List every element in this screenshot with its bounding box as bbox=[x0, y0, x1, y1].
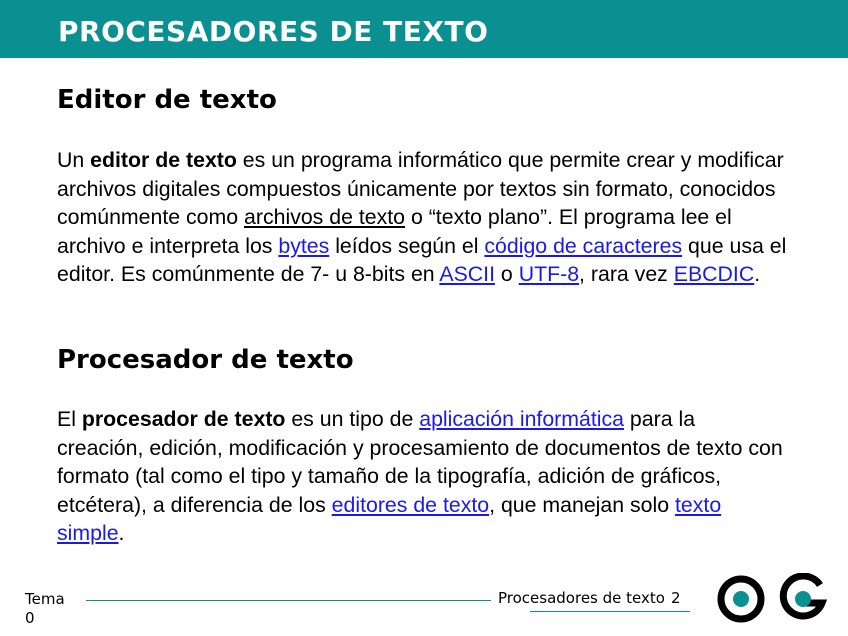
footer-title: Procesadores de texto bbox=[498, 589, 665, 607]
text-run: , que manejan solo bbox=[489, 492, 676, 517]
text-run: que usa el editor. Es comúnmente de 7- u 8-bits en bbox=[57, 233, 787, 286]
link-editores-de-texto[interactable]: editores de texto bbox=[331, 492, 490, 517]
text-run: para la creación, edición, modificación y procesamiento de documentos de texto con formato (tal como el tipo y tamaño de la tipografía, adición de gráficos, etcétera), a diferencia de los bbox=[57, 407, 783, 517]
paragraph-editor bbox=[57, 146, 787, 289]
link-texto-simple[interactable]: texto simple bbox=[57, 492, 722, 545]
paragraph-procesador bbox=[57, 405, 787, 548]
text-run: . bbox=[754, 262, 761, 286]
footer-divider-right bbox=[530, 611, 690, 612]
text-run: leídos según el bbox=[329, 233, 485, 258]
link-codigo-de-caracteres[interactable]: código de caracteres bbox=[484, 233, 683, 258]
text-run: es un tipo de bbox=[285, 407, 420, 431]
text-run: . bbox=[118, 521, 125, 545]
text-run: El bbox=[57, 407, 82, 431]
slide-title: PROCESADORES DE TEXTO bbox=[58, 15, 489, 48]
text-run: o bbox=[495, 262, 519, 286]
link-aplicacion-informatica[interactable]: aplicación informática bbox=[419, 407, 625, 431]
text-run: , rara vez bbox=[579, 262, 674, 286]
text-run: es un programa informático que permite crear y modificar archivos digitales compuestos únicamente por textos sin formato, conocidos comúnmente como bbox=[57, 148, 784, 229]
bold-term: editor de texto bbox=[90, 148, 237, 172]
section-heading-procesador: Procesador de texto bbox=[57, 345, 354, 375]
text-run: Un bbox=[57, 148, 91, 172]
page-number: 2 bbox=[671, 589, 681, 607]
footer-topic: Tema 0 bbox=[25, 590, 65, 627]
link-ascii[interactable]: ASCII bbox=[439, 262, 496, 286]
link-ebcdic[interactable]: EBCDIC bbox=[673, 262, 755, 286]
link-bytes[interactable]: bytes bbox=[278, 233, 330, 258]
header-bar bbox=[0, 0, 848, 58]
text-run: o “texto plano”. El programa lee el archivo e interpreta los bbox=[57, 205, 732, 258]
link-utf8[interactable]: UTF-8 bbox=[518, 262, 580, 286]
underlined-term: archivos de texto bbox=[244, 205, 406, 229]
bold-term: procesador de texto bbox=[81, 407, 286, 431]
footer-divider bbox=[86, 600, 491, 601]
og-logo-icon bbox=[716, 573, 828, 627]
section-heading-editor: Editor de texto bbox=[57, 85, 277, 115]
